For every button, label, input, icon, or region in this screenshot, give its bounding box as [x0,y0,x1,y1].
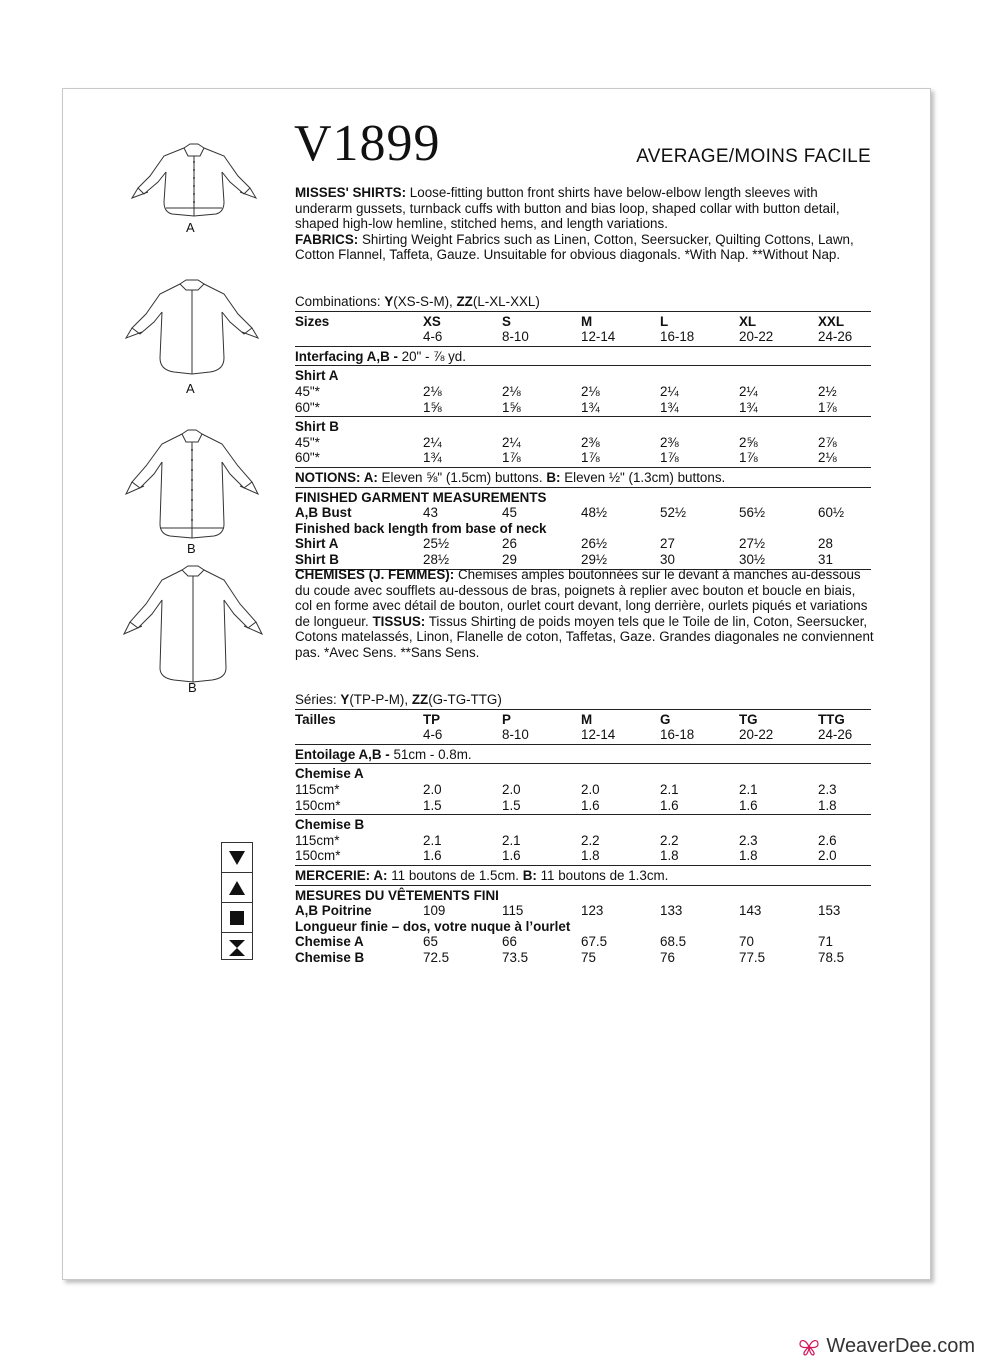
series-line [295,692,871,708]
entoilage-label: Entoilage A,B - [295,746,394,762]
bust-row [295,903,871,919]
cell: 2⅛ [581,383,600,399]
entoilage-value: 51cm - 0.8m. [393,746,472,762]
cell: 72.5 [423,949,450,965]
size-number: 4-6 [423,329,443,345]
cell: 26 [502,536,517,552]
shirt-b-back-sketch [118,564,268,684]
size-code: M [581,313,593,329]
cell: 67.5 [581,934,608,950]
mercerie-a-text: 11 boutons de 1.5cm. [387,867,523,883]
size-code: TTG [818,711,845,727]
cell: 1⅞ [581,450,600,466]
size-code: XL [739,313,757,329]
cell: 2.0 [423,781,442,797]
cell: 65 [423,934,438,950]
cell: 123 [581,903,604,919]
cell: 70 [739,934,754,950]
cell: 26½ [581,536,608,552]
size-code: P [502,711,511,727]
description-title: MISSES' SHIRTS: [295,185,407,200]
interfacing-line [295,349,871,365]
cell: 1⅞ [502,450,521,466]
fabric-width: 45"* [295,383,320,399]
site-watermark [798,1335,975,1358]
size-codes-row [295,314,871,330]
series-label: Séries: [295,692,341,707]
tissus-title: TISSUS: [372,613,426,629]
fr-description-text: Chemises amples boutonnées sur le devant à manches au-dessous du coude avec soufflets au-dessous de bras, poignets à replier avec bouton et boucle en biais, col en forme avec détail de bouton, ourlet court devant, long derrière, ourlets piqués et variations de longueur. [295,567,868,629]
cell: 45 [502,505,517,521]
french-metric-table [295,692,871,966]
size-code: XXL [818,313,845,329]
mercerie-line [295,868,871,884]
size-number: 8-10 [502,329,529,345]
size-number: 20-22 [739,329,774,345]
interfacing-value: 20" - ⅞ yd. [401,348,466,364]
cell: 1.6 [660,797,679,813]
cell: 133 [660,903,683,919]
shirt-b-label: Shirt B [295,419,339,435]
cell: 71 [818,934,833,950]
fabric-width: 60"* [295,450,320,466]
cell: 1¾ [660,399,679,415]
description-text: Loose-fitting button front shirts have below-elbow length sleeves with underarm gussets, turnback cuffs with button and bias loop, shaped collar with button detail, shaped high-low hemline, stitched hems, and length variations. [295,185,840,232]
mercerie-b-text: 11 boutons de 1.3cm. [536,867,669,883]
back-length-title: Finished back length from base of neck [295,520,547,536]
size-number: 16-18 [660,727,695,743]
cell: 48½ [581,505,608,521]
butterfly-icon [798,1338,820,1356]
metrage-row [295,798,871,814]
combinations-label: Combinations: [295,294,385,309]
view-label-b-front: B [187,541,196,556]
french-description [295,567,875,661]
cell: 2.3 [818,781,837,797]
yardage-row [295,384,871,400]
interfacing-label: Interfacing A,B - [295,348,402,364]
notions-a-text: Eleven ⅝" (1.5cm) buttons. [377,469,547,485]
size-number: 24-26 [818,727,853,743]
size-code: M [581,711,593,727]
yardage-row [295,450,871,466]
cell: 76 [660,949,675,965]
size-number: 24-26 [818,329,853,345]
cell: 1.8 [581,848,600,864]
fr-description-title: CHEMISES (J. FEMMES): [295,567,455,582]
back-length-title: Longueur finie – dos, votre nuque à l’ourlet [295,918,571,934]
cell: 2½ [818,383,837,399]
cell: 115 [502,903,524,919]
combo-zz: ZZ [411,692,429,707]
mercerie-b: B: [522,867,537,883]
cell: 1⅞ [739,450,758,466]
notions-line [295,470,871,486]
combo-zz-sizes: (G-TG-TTG) [428,692,502,707]
size-code: G [660,711,671,727]
cell: 2⅛ [502,383,521,399]
cell: 2.1 [660,781,679,797]
mercerie-a: A: [370,867,388,883]
cell: 2.1 [739,781,758,797]
combo-zz-sizes: (L-XL-XXL) [472,294,540,309]
cell: 2.1 [502,832,521,848]
metrage-row [295,782,871,798]
bust-row [295,505,871,521]
cell: 2.3 [739,832,758,848]
cell: 2.0 [818,848,837,864]
combo-y: Y [340,692,350,707]
cell: 2⅜ [660,434,679,450]
english-yardage-table [295,294,871,572]
fabric-width: 150cm* [295,848,341,864]
cell: 2.0 [502,781,521,797]
size-numbers-row [295,329,871,345]
combinations-line [295,294,871,310]
size-number: 12-14 [581,329,616,345]
cell: 2.6 [818,832,837,848]
cell: 25½ [423,536,450,552]
cell: 56½ [739,505,766,521]
cell: 29½ [581,551,608,567]
size-number: 8-10 [502,727,529,743]
cell: 1.8 [660,848,679,864]
length-row [295,552,871,568]
shirt-a-front-sketch [128,142,258,222]
length-label: Chemise B [295,949,365,965]
view-label-b-back: B [188,680,197,695]
cell: 2⅞ [818,434,837,450]
cell: 2¼ [502,434,521,450]
chemise-a-label: Chemise A [295,766,364,782]
cell: 1.8 [739,848,758,864]
metrage-row [295,848,871,864]
cell: 1¾ [581,399,600,415]
cell: 27 [660,536,675,552]
size-number: 20-22 [739,727,774,743]
cell: 1.6 [423,848,442,864]
view-label-a-front: A [186,220,195,235]
cell: 31 [818,551,833,567]
size-number: 16-18 [660,329,695,345]
pattern-number: V1899 [294,115,441,172]
cell: 29 [502,551,517,567]
size-codes-row [295,712,871,728]
cell: 30½ [739,551,766,567]
difficulty-level: AVERAGE/MOINS FACILE [636,146,871,167]
cell: 109 [423,903,446,919]
cell: 2¼ [739,383,758,399]
size-code: XS [423,313,441,329]
cell: 43 [423,505,438,521]
mercerie-title: MERCERIE: [295,867,371,883]
fabrics-text: Shirting Weight Fabrics such as Linen, Cotton, Seersucker, Quilting Cottons, Lawn, Cotton Flannel, Taffeta, Gauze. Unsuitable for obvious diagonals. *With Nap. **Without Nap. [295,231,854,263]
finished-measurements-title: MESURES DU VÊTEMENTS FINI [295,887,499,903]
notions-title: NOTIONS: [295,469,361,485]
cell: 68.5 [660,934,687,950]
size-code: TP [423,711,441,727]
bust-label: A,B Poitrine [295,903,372,919]
fabric-width: 45"* [295,434,320,450]
yardage-row [295,400,871,416]
sizes-label: Sizes [295,313,330,329]
combo-y: Y [384,294,394,309]
cell: 2¼ [423,434,442,450]
shirt-a-back-sketch [124,278,260,378]
cell: 52½ [660,505,687,521]
size-number: 12-14 [581,727,616,743]
cell: 1¾ [739,399,758,415]
cell: 2.2 [660,832,679,848]
cell: 1¾ [423,450,442,466]
notions-b-text: Eleven ½" (1.3cm) buttons. [560,469,726,485]
length-label: Shirt A [295,536,339,552]
view-label-a-back: A [186,381,195,396]
cell: 30 [660,551,675,567]
cell: 1⅝ [423,399,442,415]
shirt-a-label: Shirt A [295,368,339,384]
fabric-width: 150cm* [295,797,341,813]
tissus-text: Tissus Shirting de poids moyen tels que le Toile de lin, Coton, Seersucker, Cotons matelassés, Linon, Flanelle de coton, Taffetas, Gaze. Grandes diagonales ne conviennent pas. *Avec Sens. **Sans Sens. [295,613,874,660]
length-label: Chemise A [295,934,364,950]
chemise-b-label: Chemise B [295,817,365,833]
english-description [295,185,875,263]
cell: 153 [818,903,841,919]
size-code: L [660,313,669,329]
yardage-row [295,435,871,451]
down-triangle-icon [222,843,252,873]
hourglass-icon [222,933,252,962]
fabric-width: 115cm* [295,781,340,797]
cell: 28½ [423,551,450,567]
cell: 78.5 [818,949,845,965]
watermark-text: WeaverDee.com [826,1335,975,1357]
combo-y-sizes: (TP-P-M), [349,692,412,707]
cell: 2¼ [660,383,679,399]
cell: 2⅛ [818,450,837,466]
length-label: Shirt B [295,551,339,567]
cell: 1.6 [739,797,758,813]
up-triangle-icon [222,873,252,903]
sizes-label: Tailles [295,711,336,727]
cutting-layout-icons [221,842,253,960]
notions-b: B: [546,469,561,485]
cell: 1⅞ [818,399,837,415]
cell: 2.1 [423,832,442,848]
metrage-row [295,833,871,849]
cell: 2.2 [581,832,600,848]
cell: 28 [818,536,833,552]
entoilage-line [295,747,871,763]
cell: 73.5 [502,949,529,965]
cell: 66 [502,934,517,950]
size-number: 4-6 [423,727,443,743]
cell: 27½ [739,536,766,552]
fabrics-title: FABRICS: [295,231,359,247]
bust-label: A,B Bust [295,505,352,521]
size-code: S [502,313,511,329]
cell: 1.5 [423,797,442,813]
size-code: TG [739,711,758,727]
cell: 60½ [818,505,845,521]
combo-zz: ZZ [456,294,473,309]
length-row [295,934,871,950]
square-icon [222,903,252,933]
cell: 2.0 [581,781,600,797]
cell: 1.6 [502,848,521,864]
cell: 77.5 [739,949,766,965]
combo-y-sizes: (XS-S-M), [393,294,457,309]
divider [295,311,871,312]
cell: 1⅝ [502,399,521,415]
length-row [295,950,871,966]
cell: 1.5 [502,797,521,813]
fabric-width: 115cm* [295,832,340,848]
cell: 1.6 [581,797,600,813]
cell: 2⅜ [581,434,600,450]
size-numbers-row [295,727,871,743]
cell: 2⅛ [423,383,442,399]
cell: 1⅞ [660,450,679,466]
finished-measurements-title: FINISHED GARMENT MEASUREMENTS [295,489,547,505]
cell: 1.8 [818,797,837,813]
length-row [295,536,871,552]
notions-a: A: [360,469,378,485]
cell: 75 [581,949,596,965]
fabric-width: 60"* [295,399,320,415]
cell: 2⅝ [739,434,758,450]
shirt-b-front-sketch [122,428,262,542]
cell: 143 [739,903,762,919]
